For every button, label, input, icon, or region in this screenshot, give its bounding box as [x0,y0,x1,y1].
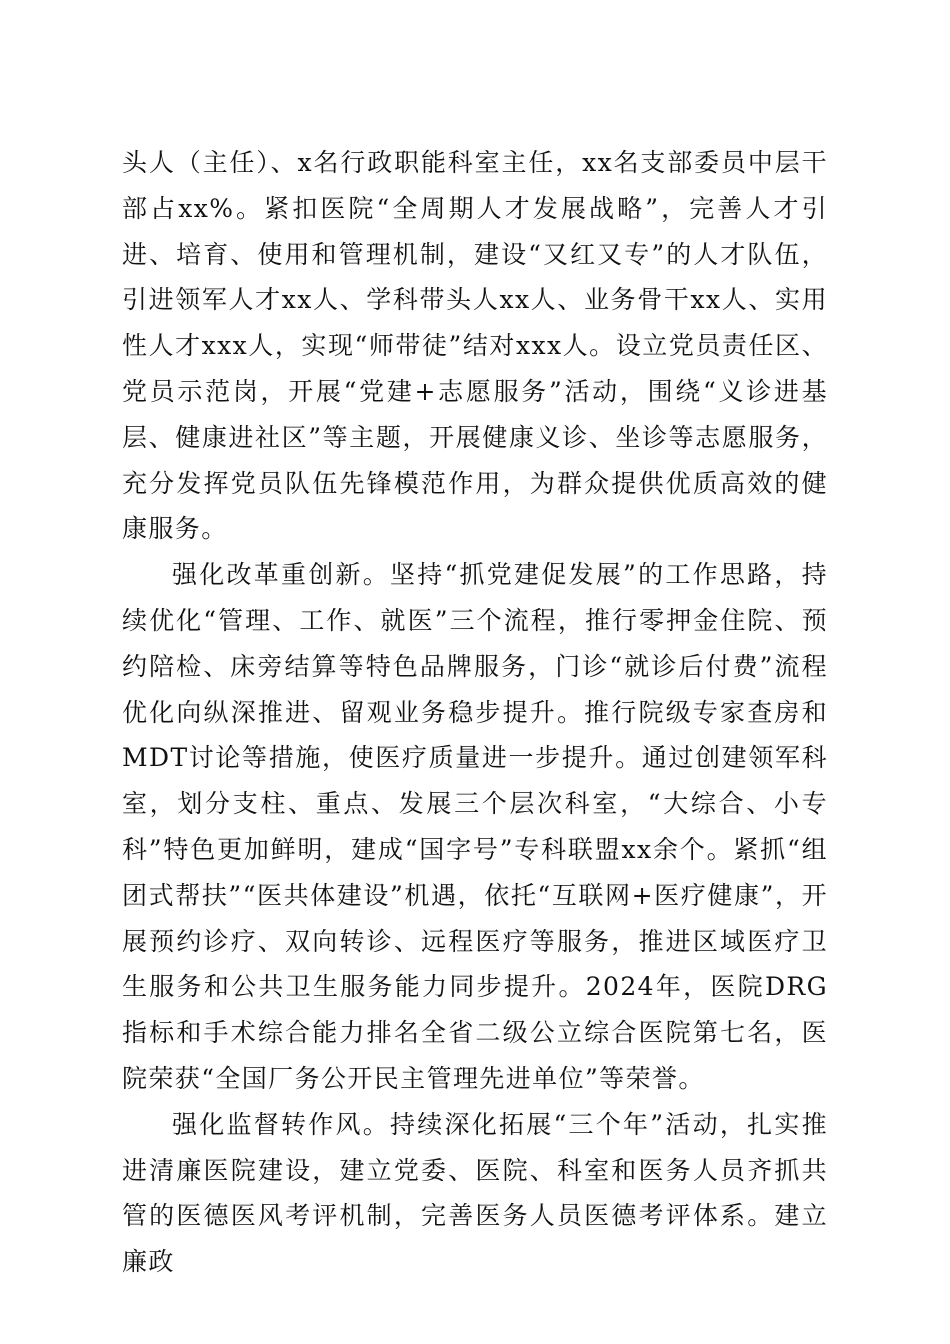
paragraph-2: 强化改革重创新。坚持“抓党建促发展”的工作思路，持续优化“管理、工作、就医”三个流程，推行零押金住院、预约陪检、床旁结算等特色品牌服务，门诊“就诊后付费”流程优化向纵深推进、留观业务稳步提升。推行院级专家查房和MDT讨论等措施，使医疗质量进一步提升。通过创建领军科室，划分支柱、重点、发展三个层次科室，“大综合、小专科”特色更加鲜明，建成“国字号”专科联盟xx余个。紧抓“组团式帮扶”“医共体建设”机遇，依托“互联网+医疗健康”，开展预约诊疗、双向转诊、远程医疗等服务，推进区域医疗卫生服务和公共卫生服务能力同步提升。2024年，医院DRG指标和手术综合能力排名全省二级公立综合医院第七名，医院荣获“全国厂务公开民主管理先进单位”等荣誉。 [122,560,828,1093]
paragraph-3: 强化监督转作风。持续深化拓展“三个年”活动，扎实推进清廉医院建设，建立党委、医院、科室和医务人员齐抓共管的医德医风考评机制，完善医务人员医德考评体系。建立廉政 [122,1109,828,1277]
body-text [122,140,828,1285]
paragraph-1: 头人（主任）、x名行政职能科室主任，xx名支部委员中层干部占xx%。紧扣医院“全周期人才发展战略”，完善人才引进、培育、使用和管理机制，建设“又红又专”的人才队伍，引进领军人才xx人、学科带头人xx人、业务骨干xx人、实用性人才xxx人，实现“师带徒”结对xxx人。设立党员责任区、党员示范岗，开展“党建+志愿服务”活动，围绕“义诊进基层、健康进社区”等主题，开展健康义诊、坐诊等志愿服务，充分发挥党员队伍先锋模范作用，为群众提供优质高效的健康服务。 [122,148,828,544]
